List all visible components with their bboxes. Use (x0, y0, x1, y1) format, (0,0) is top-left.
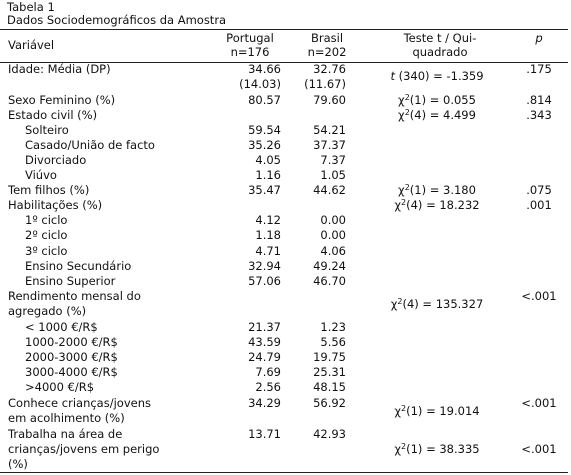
cell-portugal: 59.54 (248, 123, 281, 137)
test-value: (340) = -1.359 (394, 69, 484, 83)
table-title: Dados Sociodemográficos da Amostra (7, 13, 227, 27)
cell-brasil: 0.00 (320, 213, 346, 227)
row-label: Ensino Superior (25, 274, 116, 288)
row-label: Conhece crianças/jovens (8, 396, 151, 410)
row-label: Estado civil (%) (8, 108, 98, 122)
header-brasil: Brasil (310, 31, 344, 45)
row-label: Tem filhos (%) (8, 183, 90, 197)
cell-test: $\chi^2(1) = 19.014$ (394, 404, 480, 418)
cell-p: .001 (526, 198, 552, 212)
cell-portugal: 4.12 (255, 213, 281, 227)
row-label: Trabalha na área de (8, 427, 123, 441)
cell-brasil: 4.06 (320, 244, 346, 258)
cell-brasil: 44.62 (313, 183, 346, 197)
cell-brasil: 1.23 (320, 320, 346, 334)
row-label: >4000 €/R$ (25, 380, 95, 394)
cell-portugal: 32.94 (248, 259, 281, 273)
row-label: Divorciado (25, 153, 87, 167)
cell-portugal: 4.71 (255, 244, 281, 258)
row-label-cont: agregado (%) (8, 304, 87, 318)
cell-brasil: 32.76 (313, 62, 346, 76)
cell-brasil: 0.00 (320, 228, 346, 242)
row-label: 2º ciclo (25, 228, 68, 242)
header-portugal: Portugal (226, 31, 274, 45)
cell-portugal: 34.66 (248, 62, 281, 76)
cell-portugal: 1.16 (255, 168, 281, 182)
cell-test: $\chi^2(4) = 18.232$ (394, 198, 480, 212)
row-label: Casado/União de facto (25, 138, 155, 152)
cell-brasil: 42.93 (313, 427, 346, 441)
row-label: 3º ciclo (25, 244, 68, 258)
row-label: Rendimento mensal do (8, 289, 141, 303)
cell-portugal: 7.69 (255, 365, 281, 379)
cell-brasil: 79.60 (313, 93, 346, 107)
cell-portugal: 57.06 (248, 274, 281, 288)
header-test-line1: Teste t / Qui- (403, 31, 477, 45)
row-label-cont: (%) (8, 457, 28, 471)
t-symbol: t (390, 69, 395, 83)
cell-brasil: 48.15 (313, 380, 346, 394)
cell-brasil: 54.21 (313, 123, 346, 137)
row-label: Ensino Secundário (25, 259, 132, 273)
row-label: 1º ciclo (25, 213, 68, 227)
header-variable: Variável (8, 38, 55, 52)
cell-portugal: 35.47 (248, 183, 281, 197)
header-portugal-n: n=176 (230, 45, 270, 59)
cell-p: <.001 (521, 396, 557, 410)
row-label: < 1000 €/R$ (25, 320, 98, 334)
cell-portugal: 24.79 (248, 350, 281, 364)
row-label: Habilitações (%) (8, 198, 103, 212)
row-label-cont: em acolhimento (%) (8, 411, 125, 425)
cell-p: .343 (526, 108, 552, 122)
cell-p: <.001 (521, 289, 557, 303)
cell-portugal: 43.59 (248, 335, 281, 349)
cell-brasil: 7.37 (320, 153, 346, 167)
header-brasil-n: n=202 (307, 45, 347, 59)
cell-test: $\chi^2(1) = 3.180$ (398, 183, 476, 197)
row-label: 1000-2000 €/R$ (25, 335, 118, 349)
cell-brasil: 56.92 (313, 396, 346, 410)
cell-brasil: (11.67) (304, 77, 346, 91)
cell-portugal: 34.29 (248, 396, 281, 410)
cell-portugal: 2.56 (255, 380, 281, 394)
cell-test (363, 69, 511, 84)
cell-brasil: 46.70 (313, 274, 346, 288)
bottom-rule (0, 472, 568, 473)
cell-portugal: 4.05 (255, 153, 281, 167)
cell-p: .814 (526, 93, 552, 107)
cell-p: .175 (526, 62, 552, 76)
cell-brasil: 37.37 (313, 138, 346, 152)
cell-portugal: 13.71 (248, 427, 281, 441)
header-p: p (535, 31, 543, 45)
cell-p: <.001 (521, 442, 557, 456)
row-label: Solteiro (25, 123, 69, 137)
table-number: Tabela 1 (7, 0, 55, 14)
cell-portugal: (14.03) (239, 77, 281, 91)
cell-test: $\chi^2(1) = 38.335$ (394, 442, 480, 456)
cell-brasil: 1.05 (320, 168, 346, 182)
row-label: Viúvo (25, 168, 57, 182)
row-label: Idade: Média (DP) (8, 62, 111, 76)
header-test-line2: quadrado (412, 45, 468, 59)
row-label-cont: crianças/jovens em perigo (8, 442, 160, 456)
cell-p: .075 (526, 183, 552, 197)
cell-portugal: 35.26 (248, 138, 281, 152)
cell-test: $\chi^2(1) = 0.055$ (398, 93, 476, 107)
row-label: 2000-3000 €/R$ (25, 350, 118, 364)
cell-test: $\chi^2(4) = 135.327$ (390, 297, 484, 311)
row-label: 3000-4000 €/R$ (25, 365, 118, 379)
cell-brasil: 19.75 (313, 350, 346, 364)
top-rule (0, 29, 568, 30)
cell-portugal: 21.37 (248, 320, 281, 334)
cell-portugal: 1.18 (255, 228, 281, 242)
cell-brasil: 49.24 (313, 259, 346, 273)
cell-brasil: 5.56 (320, 335, 346, 349)
cell-portugal: 80.57 (248, 93, 281, 107)
row-label: Sexo Feminino (%) (8, 93, 116, 107)
cell-test: $\chi^2(4) = 4.499$ (398, 108, 476, 122)
cell-brasil: 25.31 (313, 365, 346, 379)
